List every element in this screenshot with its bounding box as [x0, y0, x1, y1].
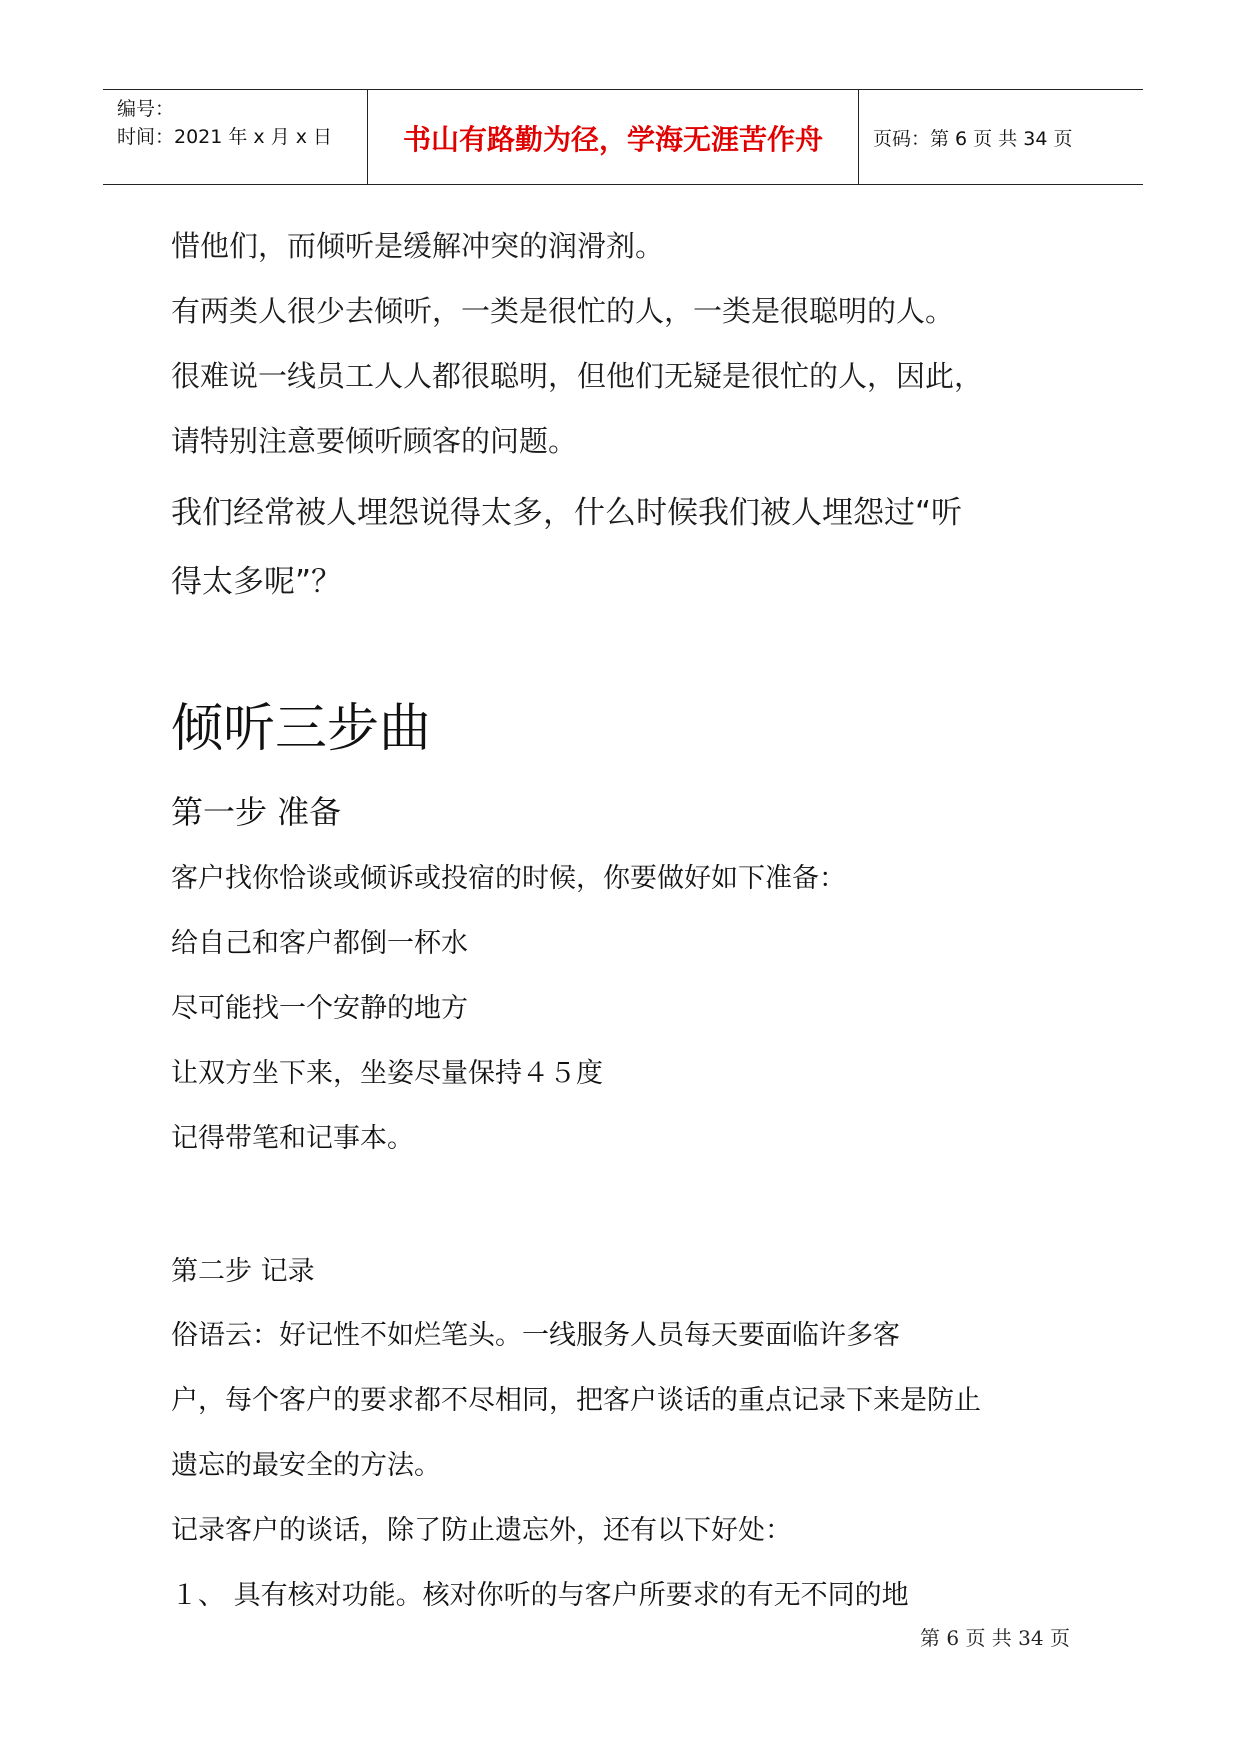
step1-line: 让双方坐下来，坐姿尽量保持４５度: [171, 1058, 603, 1089]
step1-line: 客户找你恰谈或倾诉或投宿的时候，你要做好如下准备：: [171, 863, 846, 894]
paragraph-line: 请特别注意要倾听顾客的问题。: [171, 424, 578, 458]
step1-line: 尽可能找一个安静的地方: [171, 993, 468, 1024]
page-footer: 第 6 页 共 34 页: [920, 1626, 1070, 1650]
time-label: 时间：2021 年 x 月 x 日: [117, 126, 333, 148]
step2-line: 遗忘的最安全的方法。: [171, 1450, 441, 1481]
paragraph-line: 得太多呢”？: [171, 564, 343, 600]
step1-line: 给自己和客户都倒一杯水: [171, 928, 468, 959]
header-motto-cell: [367, 90, 859, 184]
paragraph-line: 很难说一线员工人人都很聪明，但他们无疑是很忙的人，因此，: [171, 359, 984, 393]
header-left-cell: [103, 90, 367, 184]
step2-line: 记录客户的谈话，除了防止遗忘外，还有以下好处：: [171, 1515, 792, 1546]
section-title: 倾听三步曲: [171, 699, 432, 759]
step1-line: 记得带笔和记事本。: [171, 1123, 414, 1154]
header-right-cell: [859, 90, 1143, 184]
page-header: [103, 89, 1143, 185]
paragraph-line: 有两类人很少去倾听，一类是很忙的人，一类是很聪明的人。: [171, 294, 955, 328]
page-code: 页码：第 6 页 共 34 页: [873, 128, 1073, 150]
paragraph-line: 我们经常被人埋怨说得太多，什么时候我们被人埋怨过“听: [171, 495, 963, 531]
paragraph-line: 惜他们，而倾听是缓解冲突的润滑剂。: [171, 229, 665, 263]
step2-line: １、 具有核对功能。核对你听的与客户所要求的有无不同的地: [171, 1580, 909, 1611]
step2-line: 户，每个客户的要求都不尽相同，把客户谈话的重点记录下来是防止: [171, 1385, 981, 1416]
motto: 书山有路勤为径，学海无涯苦作舟: [402, 123, 823, 156]
step2-heading: 第二步 记录: [171, 1256, 315, 1287]
step1-heading: 第一步 准备: [171, 793, 342, 831]
serial-label: 编号：: [117, 98, 175, 120]
step2-line: 俗语云：好记性不如烂笔头。一线服务人员每天要面临许多客: [171, 1320, 900, 1351]
